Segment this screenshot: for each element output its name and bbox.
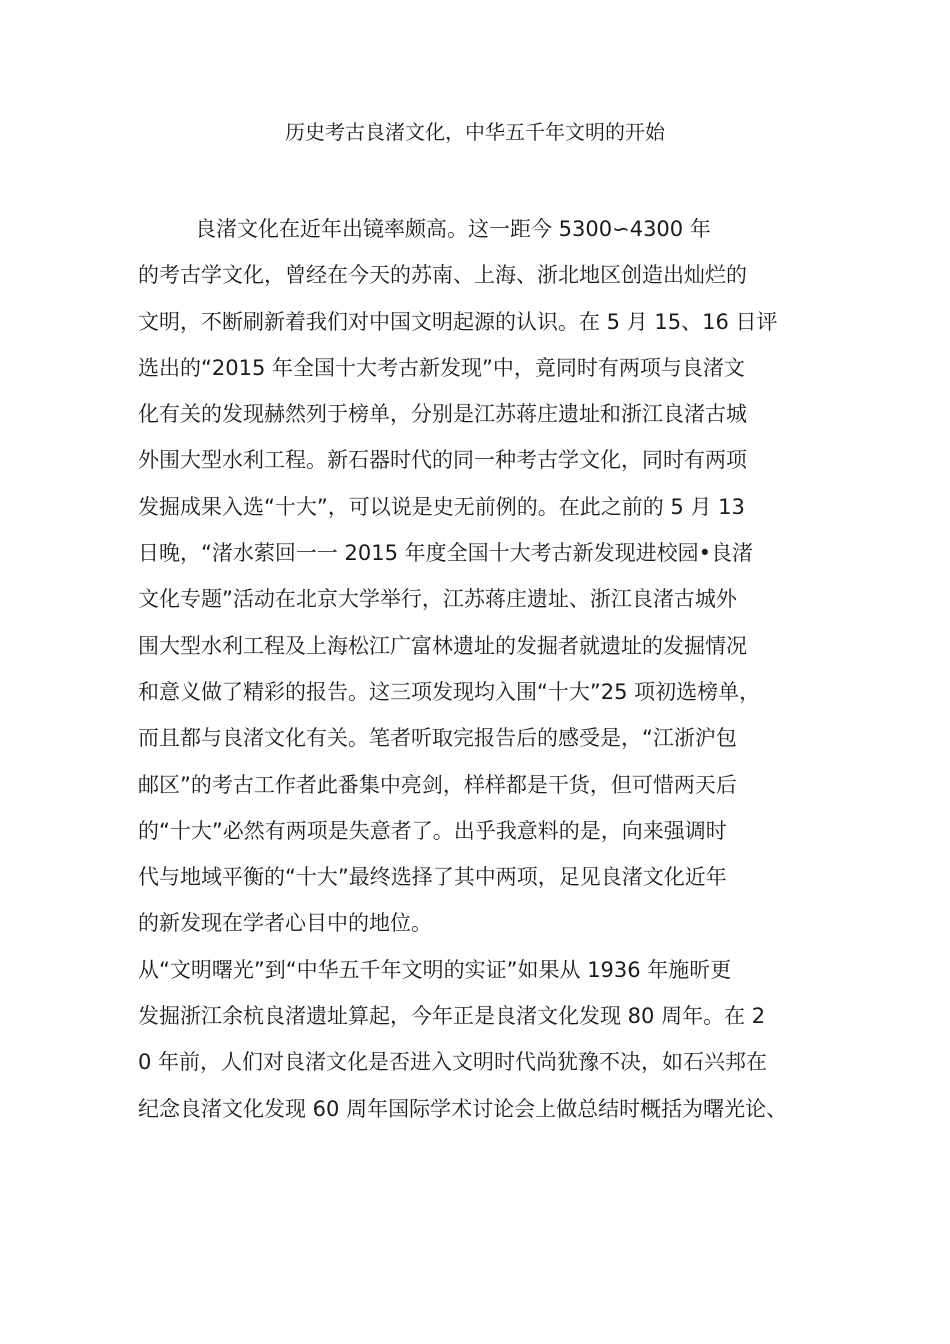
text-line: 而且都与良渚文化有关。笔者听取完报告后的感受是，“江浙沪包 [138, 726, 737, 751]
document-body [138, 214, 828, 1140]
text-line: 化有关的发现赫然列于榜单，分别是江苏蒋庄遗址和浙江良渚古城 [138, 402, 747, 427]
document-title: 历史考古良渚文化，中华五千年文明的开始 [285, 120, 665, 144]
text-line: 邮区”的考古工作者此番集中亮剑，样样都是干货，但可惜两天后 [138, 772, 737, 797]
text-line: 的考古学文化，曾经在今天的苏南、上海、浙北地区创造出灿烂的 [138, 263, 747, 288]
text-line: 良渚文化在近年出镜率颇高。这一距今 5300∽4300 年 [195, 217, 711, 241]
text-line: 0 年前，人们对良渚文化是否进入文明时代尚犹豫不决，如石兴邦在 [138, 1050, 768, 1075]
text-line: 日晚，“渚水萦回一一 2015 年度全国十大考古新发现进校园•良渚 [138, 541, 754, 566]
text-line: 和意义做了精彩的报告。这三项发现均入围“十大”25 项初选榜单， [138, 679, 761, 704]
text-line: 的新发现在学者心目中的地位。 [138, 911, 432, 936]
text-line: 文明，不断刷新着我们对中国文明起源的认识。在 5 月 15、16 日评 [138, 309, 778, 334]
text-line: 文化专题”活动在北京大学举行，江苏蒋庄遗址、浙江良渚古城外 [138, 587, 737, 612]
text-line: 纪念良渚文化发现 60 周年国际学术讨论会上做总结时概括为曙光论、 [138, 1096, 788, 1121]
text-line: 的“十大”必然有两项是失意者了。出乎我意料的是，向来强调时 [138, 818, 727, 843]
text-line: 外围大型水利工程。新石器时代的同一种考古学文化，同时有两项 [138, 448, 747, 473]
text-line: 选出的“2015 年全国十大考古新发现”中，竟同时有两项与良渚文 [138, 355, 745, 380]
text-line: 发掘浙江余杭良渚遗址算起，今年正是良渚文化发现 80 周年。在 2 [138, 1004, 766, 1029]
text-line: 代与地域平衡的“十大”最终选择了其中两项，足见良渚文化近年 [138, 865, 727, 890]
text-line: 围大型水利工程及上海松江广富林遗址的发掘者就遗址的发掘情况 [138, 633, 747, 658]
text-line: 发掘成果入选“十大”，可以说是史无前例的。在此之前的 5 月 13 [138, 494, 745, 519]
text-line: 从“文明曙光”到“中华五千年文明的实证”如果从 1936 年施昕更 [138, 957, 732, 982]
